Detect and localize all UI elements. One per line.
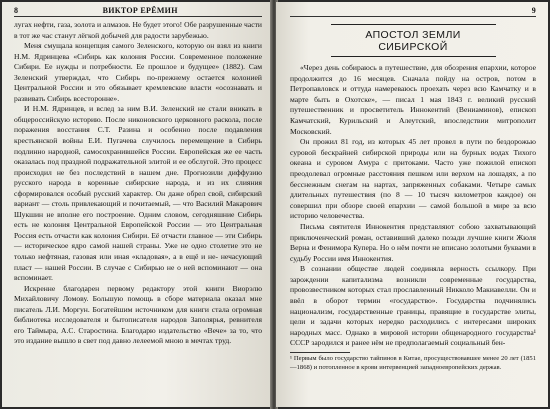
- paragraph: Искренне благодарен первому редактору этой книги Виорэлю Михайловичу Ломову. Большую помощь в сборе материала оказал мне писатель Л.И. Моргун. Богатейшим источником для книги стала огромная библиотека исследователя и бытописателя народов Заполярья, ревнителя его Таймыра, А.С. Старостина. Благодарю издательство «Вече» за то, что это издание вышло в свет под давно лелеемой мною в мечтах труд.: [14, 283, 262, 346]
- left-page-text: [14, 20, 262, 347]
- paragraph: Письма святителя Иннокентия представляют собою захватывающий приключенческий роман, оставивший далеко позади лучшие книги Жюля Верна и Фенимора Купера. Но о нём почти не вписано золотыми буквами в судьбу России имя Иннокентия.: [290, 221, 536, 263]
- right-page: [276, 2, 548, 407]
- left-running-head: [14, 6, 262, 17]
- right-running-head: [290, 6, 536, 17]
- paragraph: лугах нефти, газа, золота и алмазов. Не будет этого! Обе разрушенные части в тот же час станут лёгкой добычей для радости зарубежью.: [14, 20, 262, 40]
- paragraph: И Н.М. Ядринцев, и вслед за ним В.И. Зеленский не стали вникать в общероссийскую историю. После никоновского церковного раскола, после поражения восстания С.Т. Разина и особенно после подавления крестьянской войны Е.И. Пугачева случилось перемещение в Сибирь подлинно народной, самосохранившейся России. Европейская же ее часть оказалась под праздной подражательной элитой и ее обслугой. Это процесс происходил не без последствий в нашем дне. Прогнозили диффузию русского народа в коренные сибирские народа, и из их слияния сформировался особый русский характер. Он даже обрел свой, сибирский вариант — столь привлекающий и почитаемый, — что Василий Макарович Шукшин не вполне его построение. Одним словом, сегодняшние Сибирь есть не колония Центральной Европейской России — это Центральная Россия есть отчасти как колония Сибири. Её отчасти главное — эти Сибирь — историческое ядро самой нашей страны. Уже не одно столетие это не только нефтяная, газовая или иная «кладовая», а в ещё и не- нечасующий пласт — нашей России. В случае с Сибирью не о ней вспоминают — она вспоминает.: [14, 104, 262, 283]
- paragraph: Он прожил 81 год, из которых 45 лет провел в пути по бездорожью суровой бескрайней сибирской природы или на бурных водах Тихого океана и суровом Амура с притоками. Часто уже пожилой епископ преодолевал огромные расстояния пешком или верхом на лошадях, а по бесснежным снегам на нартах, запряженных собаками. Четыре самых длительных путешествия (по 8 — 10 тысяч километров каждое) он совершил при обзоре своей епархии — самой большой в мире за всю историю человечества.: [290, 137, 536, 221]
- right-page-text: [290, 63, 536, 349]
- author-name: ВИКТОР ЕРЁМИН: [102, 6, 178, 15]
- chapter-title: АПОСТОЛ ЗЕМЛИ СИБИРСКОЙ: [331, 24, 496, 57]
- left-page: [2, 2, 272, 407]
- paragraph: Меня смущала концепция самого Зеленского, которую он взял из книги Н.М. Ядринцева «Сибирь как колония России. Современное положение Сибири. Ее нужды и потребности. Ее прошлое и будущее» (1882). Сам Зеленский утверждал, что Сибирь по-прежнему остается колонией Центральной России и это обязывает кремлевские власти «осознавать и развивать Сибирь всесторонне».: [14, 41, 262, 103]
- right-page-number: 9: [531, 6, 536, 15]
- footnote-divider: [290, 352, 350, 353]
- footnote: ¹ Первым было государство тайпинов в Китае, просуществовавшее менее 20 лет (1851—1868) и потопленное в крови интервенцией западноевропейских держав.: [290, 355, 536, 371]
- paragraph: В сознании обществе людей соединяла верность ссылкору. При зарождении капитализма возникли современные государства, провозвестником которых стал прославленный Никколо Макиавелли. Он и ввёл в оборот термин «государство». Государства подчинялись национализм, государственные границы, правящие в государстве элиты, цели и задачи которых нередко расходились с интересами широких народных масс. Однако в мировой истории общенародного государства¹ СССР зародился и ранее нём не предполагаемый социальный бен-: [290, 264, 536, 348]
- left-page-number: 8: [14, 6, 19, 15]
- paragraph: «Через день собираюсь в путешествие, для обозрения епархии, которое продолжится до 16 месяцев. Сначала пойду на остров, потом в Петропавловск и оттуда намереваюсь проехать через всю Камчатку и в марте быть в Охотске», — писал 1 мая 1843 г. великий русский путешественник и просветитель Иннокентий (Вениаминов), епископ Камчатский, Курильский и Алеутский, впоследствии митрополит Московский.: [290, 63, 536, 136]
